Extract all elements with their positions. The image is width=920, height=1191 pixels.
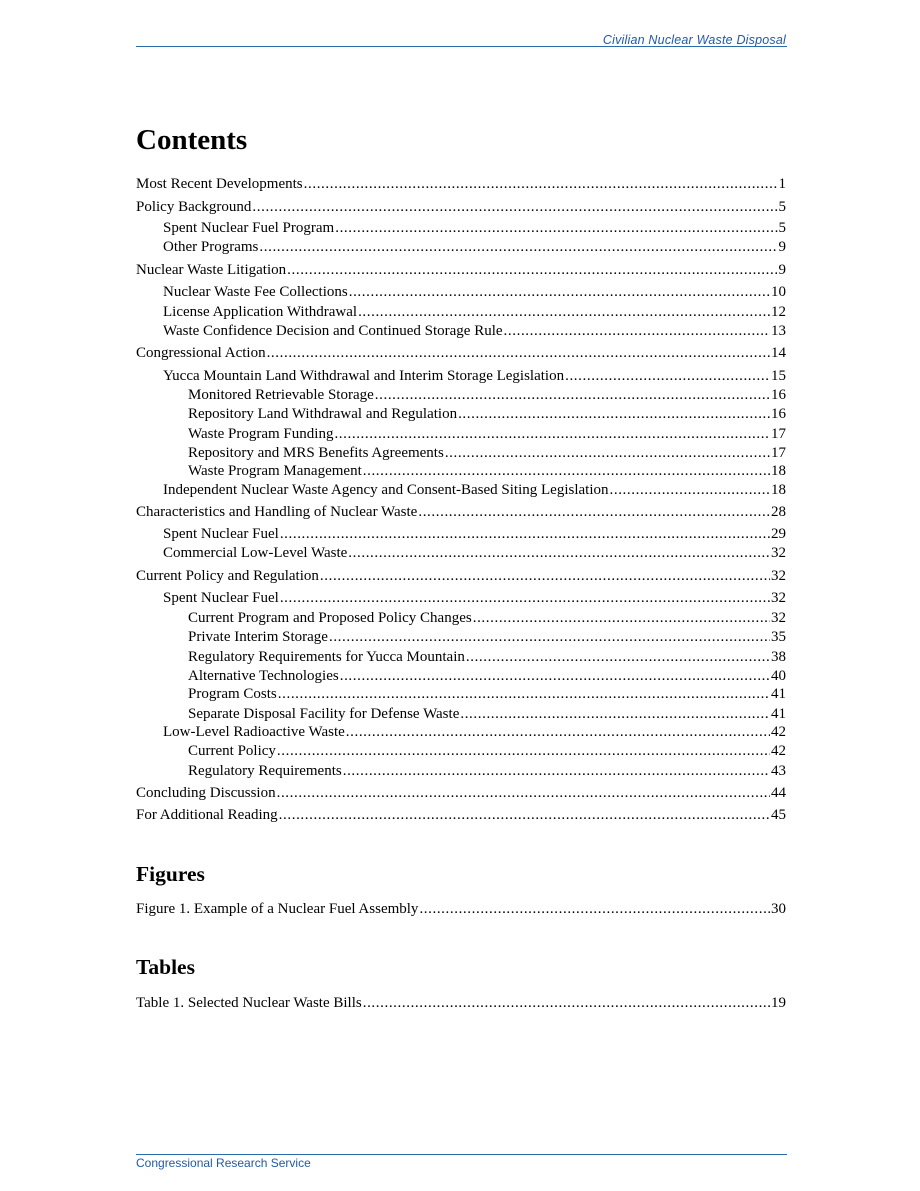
toc-dot-leader <box>565 367 770 385</box>
toc-entry-title: Private Interim Storage <box>188 629 328 645</box>
toc-dot-leader <box>473 609 770 627</box>
toc-entry-title: Concluding Discussion <box>136 785 276 801</box>
toc-entry[interactable] <box>163 367 786 385</box>
toc-entry-page: 28 <box>771 504 786 520</box>
toc-entry-page: 32 <box>771 545 786 561</box>
toc-entry-title: Nuclear Waste Fee Collections <box>163 284 348 300</box>
toc-dot-leader <box>375 386 770 404</box>
toc-dot-leader <box>418 503 770 521</box>
toc-dot-leader <box>334 425 770 443</box>
toc-entry-title: For Additional Reading <box>136 807 278 823</box>
toc-entry-title: Table 1. Selected Nuclear Waste Bills <box>136 995 362 1011</box>
toc-entry-page: 14 <box>771 345 786 361</box>
toc-entry-title: Current Policy and Regulation <box>136 568 319 584</box>
tables-heading: Tables <box>136 955 195 979</box>
toc-entry-page: 44 <box>771 785 786 801</box>
toc-dot-leader <box>304 175 778 193</box>
toc-dot-leader <box>335 219 777 237</box>
toc-dot-leader <box>343 762 770 780</box>
toc-entry-page: 38 <box>771 649 786 665</box>
toc-entry-page: 15 <box>771 368 786 384</box>
toc-entry-page: 41 <box>771 686 786 702</box>
toc-entry[interactable] <box>163 219 786 237</box>
toc-entry[interactable] <box>163 525 786 543</box>
figures-heading: Figures <box>136 862 205 886</box>
toc-entry-title: Other Programs <box>163 239 259 255</box>
toc-entry-page: 42 <box>771 724 786 740</box>
toc-dot-leader <box>346 723 770 741</box>
header-rule <box>136 46 787 47</box>
toc-entry-page: 1 <box>778 176 786 192</box>
toc-entry[interactable] <box>136 175 786 193</box>
toc-entry-page: 18 <box>771 463 786 479</box>
toc-entry-title: Alternative Technologies <box>188 668 339 684</box>
toc-entry-page: 9 <box>778 239 786 255</box>
toc-entry[interactable] <box>188 609 786 627</box>
toc-dot-leader <box>419 900 770 918</box>
toc-entry[interactable] <box>188 685 786 703</box>
toc-entry-page: 40 <box>771 668 786 684</box>
toc-entry-page: 17 <box>771 426 786 442</box>
toc-entry-page: 32 <box>771 568 786 584</box>
toc-entry[interactable] <box>163 322 786 340</box>
toc-entry-title: Current Program and Proposed Policy Changes <box>188 610 472 626</box>
toc-entry[interactable] <box>136 994 786 1012</box>
toc-dot-leader <box>280 525 770 543</box>
toc-dot-leader <box>340 667 770 685</box>
toc-dot-leader <box>277 784 770 802</box>
toc-entry-title: Nuclear Waste Litigation <box>136 262 287 278</box>
toc-dot-leader <box>466 648 770 666</box>
toc-entry-page: 29 <box>771 526 786 542</box>
toc-dot-leader <box>349 283 770 301</box>
toc-entry-title: Figure 1. Example of a Nuclear Fuel Assembly <box>136 901 419 917</box>
toc-dot-leader <box>458 405 770 423</box>
toc-entry-title: Spent Nuclear Fuel Program <box>163 220 335 236</box>
toc-entry-page: 30 <box>771 901 786 917</box>
toc-entry-page: 5 <box>778 220 786 236</box>
toc-entry[interactable] <box>188 742 786 760</box>
toc-entry-title: Repository Land Withdrawal and Regulation <box>188 406 458 422</box>
toc-entry-title: Spent Nuclear Fuel <box>163 526 279 542</box>
toc-dot-leader <box>348 544 770 562</box>
toc-dot-leader <box>358 303 770 321</box>
toc-dot-leader <box>278 685 770 703</box>
toc-entry[interactable] <box>163 589 786 607</box>
toc-entry[interactable] <box>136 344 786 362</box>
toc-dot-leader <box>329 628 770 646</box>
toc-entry[interactable] <box>163 303 786 321</box>
toc-entry-page: 19 <box>771 995 786 1011</box>
toc-entry[interactable] <box>163 283 786 301</box>
running-header: Civilian Nuclear Waste Disposal <box>602 33 786 47</box>
toc-entry[interactable] <box>188 462 786 480</box>
toc-dot-leader <box>277 742 770 760</box>
toc-entry[interactable] <box>188 762 786 780</box>
toc-entry[interactable] <box>136 261 786 279</box>
toc-entry-title: Policy Background <box>136 199 252 215</box>
toc-dot-leader <box>504 322 770 340</box>
toc-entry-page: 5 <box>778 199 786 215</box>
toc-entry-title: Waste Program Funding <box>188 426 334 442</box>
toc-entry-page: 9 <box>778 262 786 278</box>
toc-dot-leader <box>287 261 777 279</box>
toc-entry[interactable] <box>136 784 786 802</box>
toc-entry[interactable] <box>136 567 786 585</box>
toc-entry-title: Regulatory Requirements <box>188 763 342 779</box>
toc-entry-page: 32 <box>771 610 786 626</box>
running-footer: Congressional Research Service <box>136 1156 311 1170</box>
toc-dot-leader <box>252 198 777 216</box>
toc-dot-leader <box>363 462 770 480</box>
toc-entry[interactable] <box>163 723 786 741</box>
toc-entry-title: Most Recent Developments <box>136 176 303 192</box>
toc-entry[interactable] <box>188 705 786 723</box>
toc-entry-title: Separate Disposal Facility for Defense Waste <box>188 706 460 722</box>
toc-entry-title: Program Costs <box>188 686 277 702</box>
toc-entry-title: Waste Program Management <box>188 463 362 479</box>
toc-entry[interactable] <box>136 806 786 824</box>
toc-entry[interactable] <box>136 503 786 521</box>
toc-dot-leader <box>320 567 770 585</box>
toc-entry-page: 35 <box>771 629 786 645</box>
toc-entry[interactable] <box>188 628 786 646</box>
toc-entry-title: Monitored Retrievable Storage <box>188 387 374 403</box>
toc-entry-page: 41 <box>771 706 786 722</box>
toc-entry-title: Spent Nuclear Fuel <box>163 590 279 606</box>
toc-entry-title: License Application Withdrawal <box>163 304 358 320</box>
toc-entry-title: Congressional Action <box>136 345 266 361</box>
toc-entry-page: 45 <box>771 807 786 823</box>
toc-entry-page: 12 <box>771 304 786 320</box>
toc-entry[interactable] <box>136 900 786 918</box>
toc-entry[interactable] <box>163 481 786 499</box>
toc-dot-leader <box>267 344 770 362</box>
toc-dot-leader <box>363 994 770 1012</box>
contents-heading: Contents <box>136 124 248 156</box>
toc-entry-title: Independent Nuclear Waste Agency and Consent-Based Siting Legislation <box>163 482 609 498</box>
toc-entry[interactable] <box>188 425 786 443</box>
toc-entry-title: Current Policy <box>188 743 276 759</box>
toc-dot-leader <box>610 481 771 499</box>
toc-entry-title: Waste Confidence Decision and Continued Storage Rule <box>163 323 503 339</box>
toc-entry[interactable] <box>163 544 786 562</box>
toc-entry-title: Regulatory Requirements for Yucca Mountain <box>188 649 465 665</box>
toc-entry-page: 18 <box>771 482 786 498</box>
toc-entry-page: 10 <box>771 284 786 300</box>
toc-entry[interactable] <box>188 386 786 404</box>
toc-entry[interactable] <box>136 198 786 216</box>
toc-entry-title: Low-Level Radioactive Waste <box>163 724 345 740</box>
toc-entry-title: Commercial Low-Level Waste <box>163 545 348 561</box>
toc-dot-leader <box>259 238 777 256</box>
toc-entry[interactable] <box>188 405 786 423</box>
toc-entry-page: 16 <box>771 387 786 403</box>
toc-entry[interactable] <box>188 648 786 666</box>
toc-entry-page: 42 <box>771 743 786 759</box>
toc-entry-title: Yucca Mountain Land Withdrawal and Interim Storage Legislation <box>163 368 565 384</box>
toc-entry[interactable] <box>188 667 786 685</box>
toc-entry-title: Characteristics and Handling of Nuclear Waste <box>136 504 418 520</box>
toc-entry-page: 32 <box>771 590 786 606</box>
toc-entry-page: 43 <box>771 763 786 779</box>
toc-entry-page: 17 <box>771 445 786 461</box>
toc-entry-page: 13 <box>771 323 786 339</box>
toc-entry[interactable] <box>163 238 786 256</box>
footer-rule <box>136 1154 787 1155</box>
toc-entry[interactable] <box>188 444 786 462</box>
toc-entry-title: Repository and MRS Benefits Agreements <box>188 445 444 461</box>
toc-dot-leader <box>280 589 770 607</box>
toc-dot-leader <box>445 444 770 462</box>
toc-entry-page: 16 <box>771 406 786 422</box>
toc-dot-leader <box>279 806 770 824</box>
toc-dot-leader <box>460 705 770 723</box>
